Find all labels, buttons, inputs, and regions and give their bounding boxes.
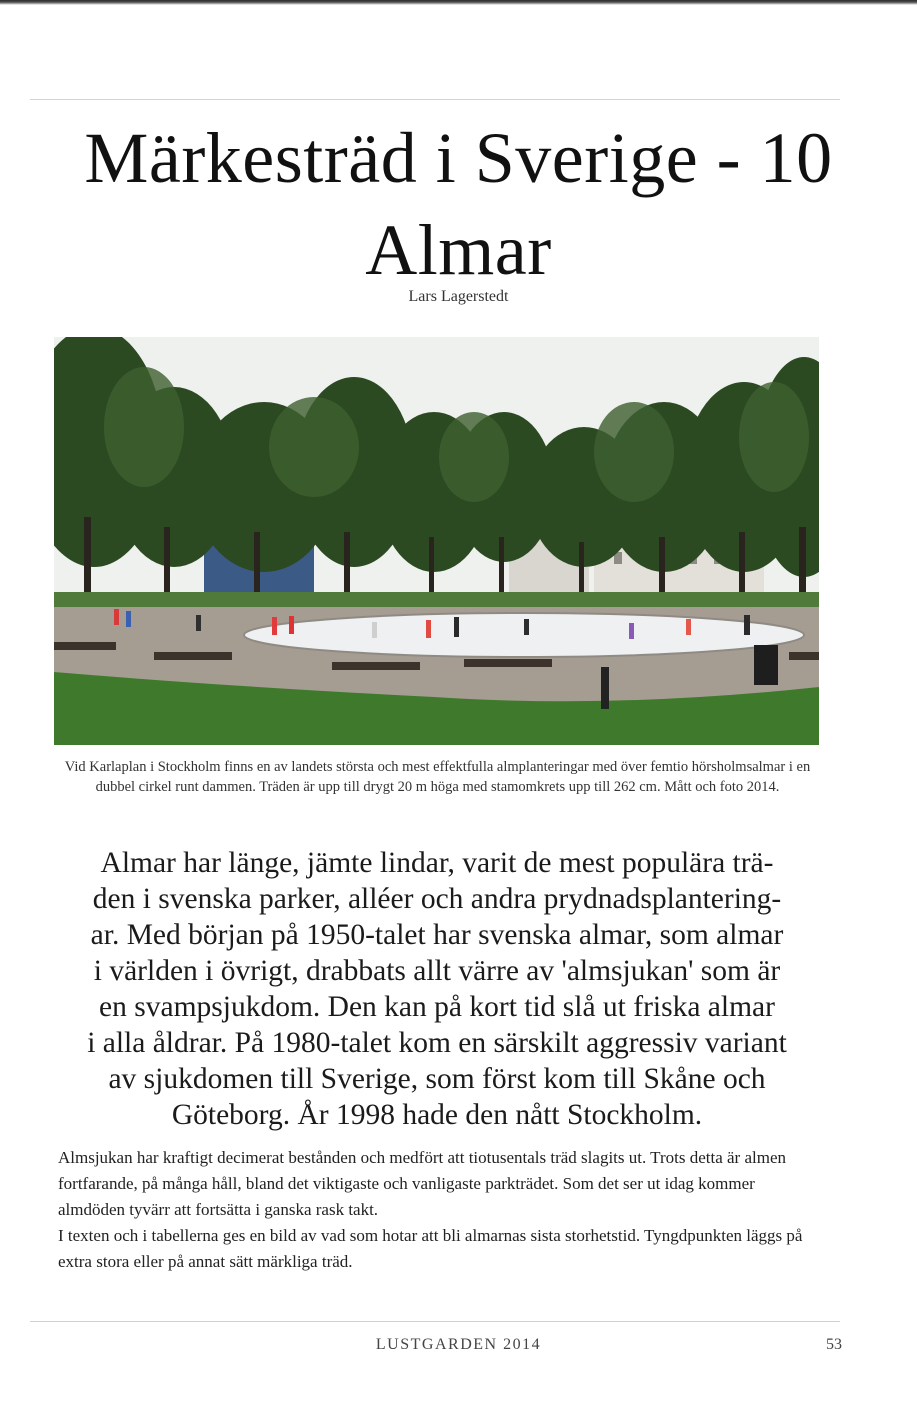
body-paragraph: Almsjukan har kraftigt decimerat bestånden och medfört att tiotusentals träd slagits ut. Trots detta är almen fortfarande, på många håll, bland det viktigaste och vanligaste parkträdet. Som det ser ut idag kommer almdöden tyvärr att fortsätta i ganska rask takt. [58, 1148, 786, 1219]
park-photo-illustration [54, 337, 819, 745]
lead-line: i alla åldrar. På 1980-talet kom en särskilt aggressiv variant [87, 1027, 787, 1059]
lead-paragraph [58, 845, 816, 1133]
lead-line: av sjukdomen till Sverige, som först kom till Skåne och [108, 1063, 766, 1095]
park-photo [54, 337, 819, 745]
lead-line: ar. Med början på 1950-talet har svenska almar, som almar [90, 919, 784, 951]
author-byline: Lars Lagerstedt [408, 288, 509, 305]
top-rule [30, 99, 840, 100]
bottom-rule [30, 1321, 840, 1322]
lead-line: i världen i övrigt, drabbats allt värre av 'almsjukan' som är [93, 955, 781, 987]
body-paragraph: I texten och i tabellerna ges en bild av vad som hotar att bli almarnas sista storhetstid. Tyngdpunkten läggs på extra stora eller på annat sätt märkliga träd. [58, 1226, 803, 1271]
title-line-2: Almar [365, 210, 552, 290]
body-text [58, 1145, 813, 1275]
article-title [0, 112, 917, 296]
scan-edge [0, 0, 917, 5]
footer-journal-name: LUSTGARDEN 2014 [375, 1336, 542, 1353]
lead-line: den i svenska parker, alléer och andra prydnadsplantering- [92, 883, 782, 915]
page-number: 53 [826, 1336, 842, 1353]
lead-line: Almar har länge, jämte lindar, varit de mest populära trä- [100, 847, 774, 879]
title-line-1: Märkesträd i Sverige - 10 [84, 118, 833, 198]
lead-line: Göteborg. År 1998 hade den nått Stockholm. [171, 1099, 703, 1131]
lead-line: en svampsjukdom. Den kan på kort tid slå ut friska almar [99, 991, 775, 1023]
photo-caption: Vid Karlaplan i Stockholm finns en av landets största och mest effektfulla almplanteringar med över femtio hörsholmsalmar i en dubbel cirkel runt dammen. Träden är upp till drygt 20 m höga med stamomkrets upp till 262 cm. Mått och foto 2014. [64, 759, 811, 795]
